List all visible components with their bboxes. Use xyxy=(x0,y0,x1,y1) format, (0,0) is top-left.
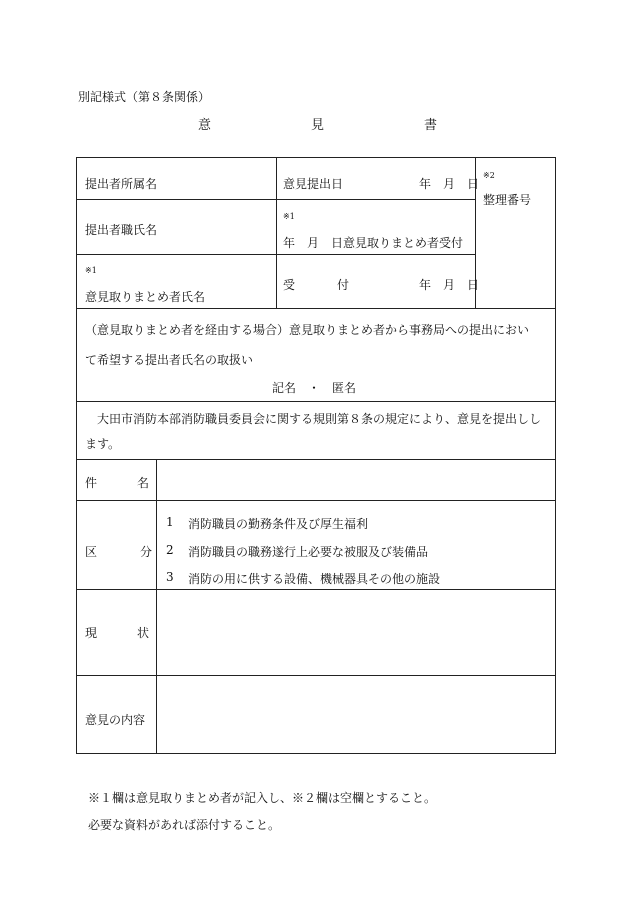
note-1: ※１欄は意見取りまとめ者が記入し、※２欄は空欄とすること。 xyxy=(88,791,437,805)
statement-line2: ます。 xyxy=(85,437,121,451)
submitter-name-label: 提出者職氏名 xyxy=(85,223,158,237)
submission-date-ymd: 年 月 日 xyxy=(419,177,480,191)
reference-number-label: 整理番号 xyxy=(483,193,532,207)
name-handling-options: 記名 ・ 匿名 xyxy=(272,381,357,395)
mark1-symbol: ※1 xyxy=(85,266,97,275)
submitter-affiliation-label: 提出者所属名 xyxy=(85,177,158,191)
category-label-b: 分 xyxy=(140,545,153,559)
row-divider xyxy=(77,459,555,460)
name-handling-line1: （意見取りまとめ者を経由する場合）意見取りまとめ者から事務局への提出におい xyxy=(85,323,530,337)
status-label-a: 現 xyxy=(85,626,98,640)
subject-label-a: 件 xyxy=(85,476,98,490)
compiler-received-label: 年 月 日意見取りまとめ者受付 xyxy=(283,236,464,250)
row-divider xyxy=(77,500,555,501)
reception-label-a: 受 xyxy=(283,278,296,292)
note-2: 必要な資料があれば添付すること。 xyxy=(88,818,281,832)
status-label-b: 状 xyxy=(137,626,150,640)
opinion-content-label: 意見の内容 xyxy=(85,713,146,727)
compiler-name-label: 意見取りまとめ者氏名 xyxy=(85,290,206,304)
submission-date-label: 意見提出日 xyxy=(283,177,344,191)
category-1-text: 消防職員の勤務条件及び厚生福利 xyxy=(188,517,369,531)
category-2-text: 消防職員の職務遂行上必要な被服及び装備品 xyxy=(188,545,429,559)
title-char-3: 書 xyxy=(424,118,438,133)
name-handling-line2: て希望する提出者氏名の取扱い xyxy=(85,353,254,367)
category-3-text: 消防の用に供する設備、機械器具その他の施設 xyxy=(188,572,441,586)
opinion-form-table xyxy=(76,157,556,754)
title-char-1: 意 xyxy=(198,118,212,133)
column-divider xyxy=(156,459,157,754)
category-3-number: 3 xyxy=(166,570,174,584)
row-divider xyxy=(77,675,555,676)
form-label: 別記様式（第８条関係） xyxy=(78,90,211,104)
category-2-number: 2 xyxy=(166,543,174,557)
mark1-symbol: ※1 xyxy=(283,212,295,221)
column-divider xyxy=(276,158,277,308)
row-divider xyxy=(77,401,555,402)
category-label-a: 区 xyxy=(85,545,98,559)
statement-line1: 大田市消防本部消防職員委員会に関する規則第８条の規定により、意見を提出しし xyxy=(85,412,542,426)
document-title xyxy=(0,114,630,132)
subject-label-b: 名 xyxy=(137,476,150,490)
reception-ymd: 年 月 日 xyxy=(419,278,480,292)
title-char-2: 見 xyxy=(311,118,325,133)
reception-label-b: 付 xyxy=(337,278,350,292)
category-1-number: 1 xyxy=(166,515,174,529)
row-divider xyxy=(77,589,555,590)
mark2-symbol: ※2 xyxy=(483,171,495,180)
row-divider xyxy=(77,308,555,309)
